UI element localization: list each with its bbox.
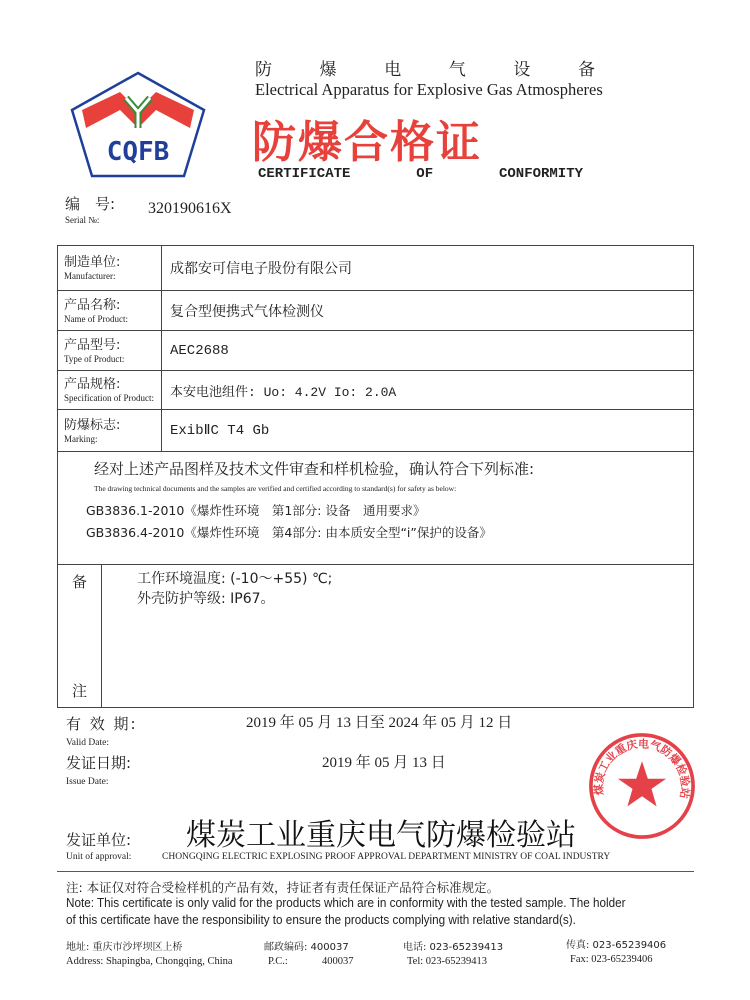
header-char: 气 — [448, 60, 466, 80]
standard-item: GB3836.4-2010《爆炸性环境 第4部分: 由本质安全型“i”保护的设备》 — [86, 525, 492, 540]
header-char: 设 — [513, 60, 531, 80]
valid-label-cn: 有 效 期: — [66, 715, 138, 733]
row-marking — [58, 410, 694, 452]
standards-intro-en: The drawing technical documents and the samples are verified and certified according to standard(s) for safety as below: — [94, 484, 457, 493]
svg-text:煤炭工业重庆电气防爆检验站: 煤炭工业重庆电气防爆检验站 — [592, 737, 692, 800]
certificate-title-en — [258, 166, 583, 182]
issue-label-en: Issue Date: — [66, 777, 109, 787]
address-en: Address: Shapingba, Chongqing, China — [66, 956, 233, 967]
approval-unit-en: CHONGQING ELECTRIC EXPLOSING PROOF APPROVAL DEPARTMENT MINISTRY OF COAL INDUSTRY — [162, 852, 611, 862]
issue-date-value: 2019 年 05 月 13 日 — [322, 755, 446, 771]
approval-label-cn: 发证单位: — [66, 831, 132, 849]
serial-number: 320190616X — [148, 200, 232, 217]
label-cn: 防爆标志: — [64, 417, 121, 433]
remark-line: 工作环境温度: (-10～+55) ℃; — [137, 571, 333, 587]
row-product-name — [58, 291, 694, 331]
title-en-word: CERTIFICATE — [258, 166, 351, 182]
standards-intro-cn: 经对上述产品图样及技术文件审查和样机检验，确认符合下列标准: — [94, 460, 535, 478]
title-en-word: CONFORMITY — [498, 166, 583, 182]
certificate-title: 防爆合格证 — [252, 117, 482, 168]
row-remarks — [58, 565, 694, 708]
product-name-value: 复合型便携式气体检测仪 — [162, 291, 694, 331]
manufacturer-value: 成都安可信电子股份有限公司 — [162, 246, 694, 291]
header-apparatus-en: Electrical Apparatus for Explosive Gas Atmospheres — [255, 80, 603, 99]
approval-unit-cn: 煤炭工业重庆电气防爆检验站 — [186, 818, 576, 853]
note-en-line1: Note: This certificate is only valid for the products which are in conformity with the tested sample. The holder — [66, 895, 626, 910]
tel-en: Tel: 023-65239413 — [407, 956, 488, 967]
header-char: 爆 — [319, 60, 337, 80]
remark-line: 外壳防护等级: IP67。 — [137, 591, 275, 607]
label-en: Marking: — [64, 433, 98, 444]
label-cn: 产品型号: — [64, 337, 121, 353]
note-cn: 注: 本证仅对符合受检样机的产品有效，持证者有责任保证产品符合标准规定。 — [66, 880, 500, 895]
label-en: Specification of Product: — [64, 393, 154, 403]
standard-item: GB3836.1-2010《爆炸性环境 第1部分: 设备 通用要求》 — [86, 503, 426, 518]
cqfb-logo — [68, 70, 208, 180]
postcode-en-value: 400037 — [322, 956, 354, 967]
issue-label-cn: 发证日期: — [66, 754, 132, 772]
label-en: Name of Product: — [64, 313, 128, 324]
fax-en: Fax: 023-65239406 — [570, 954, 653, 965]
divider — [57, 871, 694, 872]
specification-value: 本安电池组件: Uo: 4.2V Io: 2.0A — [162, 371, 694, 410]
row-product-type — [58, 331, 694, 371]
serial-label-cn: 编 号: — [65, 195, 116, 213]
product-type-value: AEC2688 — [162, 331, 694, 371]
label-cn: 制造单位: — [64, 255, 121, 270]
header-char: 备 — [577, 60, 595, 80]
remarks-label-bottom: 注 — [71, 682, 87, 700]
header-char: 防 — [255, 60, 272, 80]
postcode-en-label: P.C.: — [268, 956, 288, 967]
label-cn: 产品名称: — [64, 297, 121, 313]
note-en-line2: of this certificate have the responsibility to ensure the products complying with relative standard(s). — [66, 912, 576, 927]
postcode-cn: 邮政编码: 400037 — [264, 942, 349, 953]
approval-label-en: Unit of approval: — [66, 852, 132, 862]
tel-cn: 电话: 023-65239413 — [403, 942, 504, 953]
marking-value: ExibⅡC T4 Gb — [162, 410, 694, 452]
header-char: 电 — [384, 60, 402, 80]
label-en: Type of Product: — [64, 353, 125, 364]
valid-label-en: Valid Date: — [66, 738, 110, 748]
row-standards — [58, 452, 694, 565]
valid-date-value: 2019 年 05 月 13 日至 2024 年 05 月 12 日 — [246, 715, 513, 731]
official-seal-stamp — [588, 732, 696, 840]
fax-cn: 传真: 023-65239406 — [566, 940, 667, 951]
row-specification — [58, 371, 694, 410]
label-cn: 产品规格: — [64, 377, 121, 392]
title-en-word: OF — [416, 166, 434, 182]
address-cn: 地址: 重庆市沙坪坝区上桥 — [66, 942, 183, 953]
serial-label-en: Serial №: — [65, 215, 100, 225]
label-en: Manufacturer: — [64, 271, 116, 281]
row-manufacturer — [58, 246, 694, 291]
header-apparatus-cn — [255, 55, 595, 80]
svg-text:CQFB: CQFB — [106, 137, 170, 167]
remarks-label-top: 备 — [71, 573, 87, 591]
certificate-table — [57, 245, 694, 708]
